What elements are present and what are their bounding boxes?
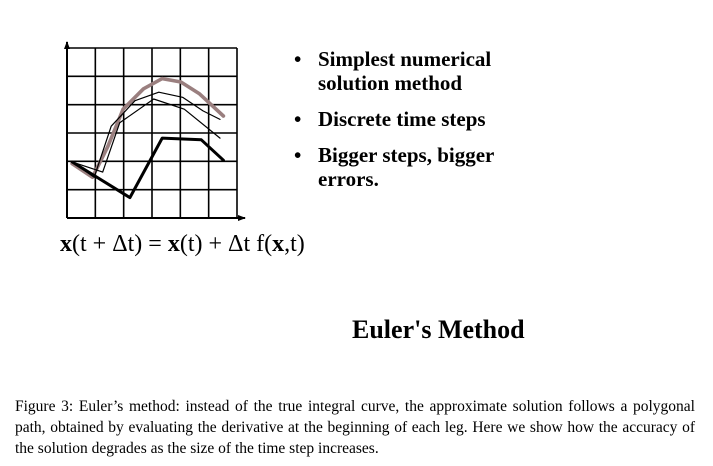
y-axis-arrow — [64, 41, 70, 49]
bullet-item — [292, 107, 518, 131]
bullet-list — [292, 47, 518, 203]
formula-vector-x: x — [167, 231, 180, 257]
axes — [64, 41, 246, 221]
bullet-text: Bigger steps, bigger errors. — [318, 143, 494, 191]
x-axis-arrow — [238, 215, 246, 221]
bullet-item — [292, 47, 518, 95]
formula-part: (t + Δt) = — [72, 231, 168, 257]
formula-part: ,t) — [284, 231, 305, 257]
slide-title: Euler's Method — [352, 315, 525, 344]
formula-vector-x: x — [60, 231, 72, 257]
bullet-text: Simplest numerical solution method — [318, 47, 492, 95]
bullet-dot: • — [294, 47, 302, 71]
grid — [67, 48, 237, 218]
bullet-item — [292, 143, 518, 191]
bullet-dot: • — [294, 107, 302, 131]
formula-vector-x: x — [272, 231, 285, 257]
figure-caption: Figure 3: Euler’s method: instead of the true integral curve, the approximate solution follows a polygonal path, obtained by evaluating the derivative at the beginning of each leg. Here we show how the accuracy of the solution degrades as the size of the time step increases. — [15, 398, 695, 457]
euler-formula — [60, 229, 305, 259]
formula-part: (t) + Δt f( — [179, 231, 273, 257]
euler-figure — [58, 40, 248, 230]
bullet-dot: • — [294, 143, 302, 167]
bullet-text: Discrete time steps — [318, 107, 486, 131]
